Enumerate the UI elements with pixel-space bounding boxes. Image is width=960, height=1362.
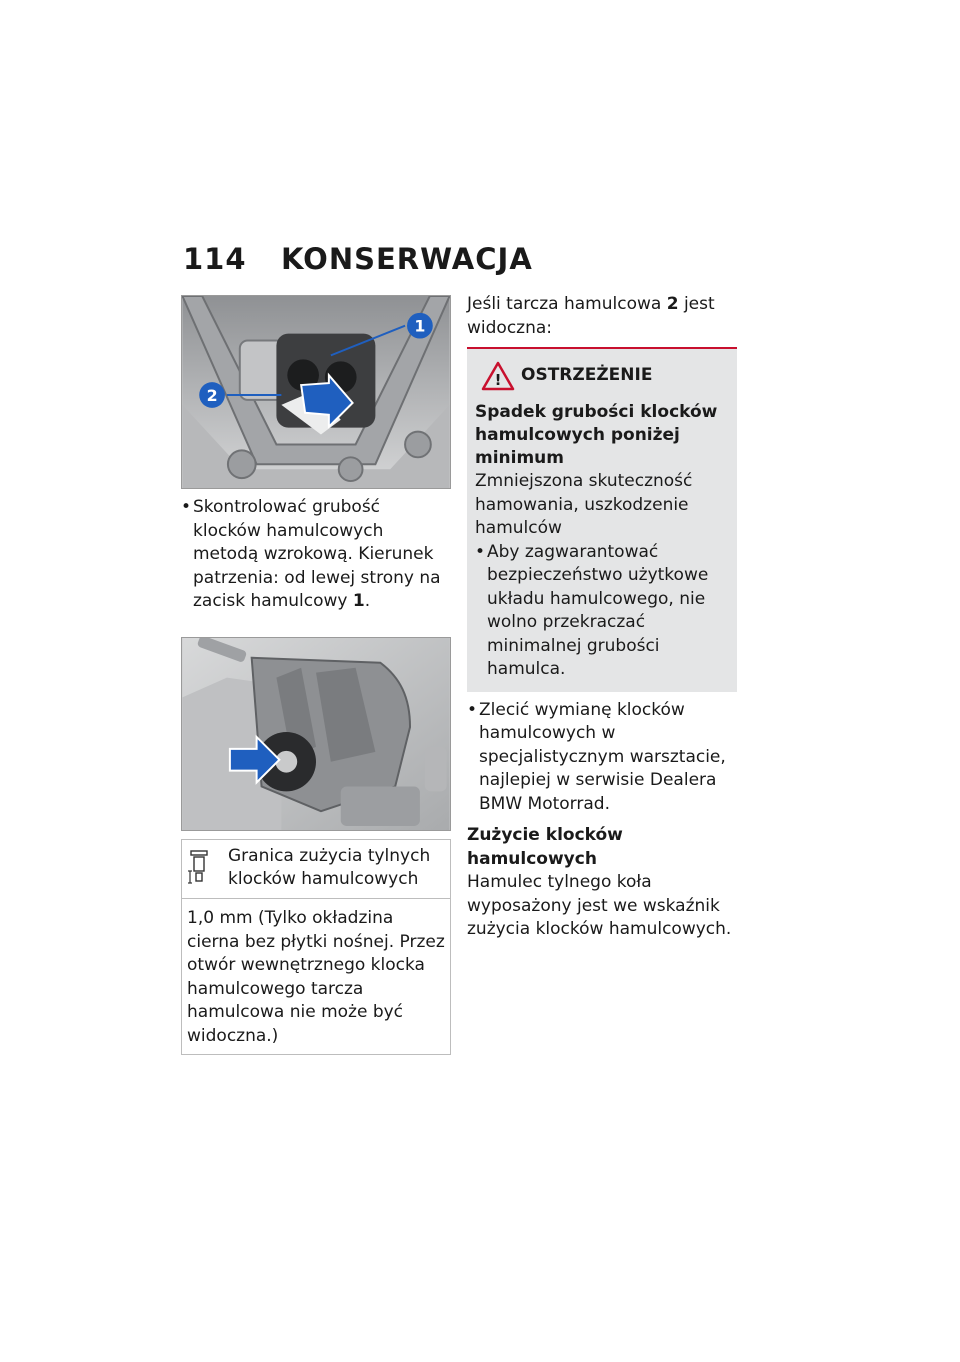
right-column (467, 293, 737, 942)
inspect-pads-ref: 1 (352, 591, 365, 611)
inspect-pads-step (181, 496, 451, 614)
subsection-heading: Zużycie klocków hamulcowych (467, 825, 623, 869)
warning-triangle-icon (481, 361, 515, 391)
wear-limit-spec-header (182, 840, 450, 900)
wear-limit-value: 1,0 mm (Tylko okładzina cierna bez płytki nośnej. Przez otwór wewnętrznego klocka hamulcowego tarcza hamulcowa nie może być widoczna.) (187, 908, 445, 1046)
warning-consequence: Zmniejszona skuteczność hamowania, uszkodzenie hamulców (475, 471, 693, 538)
callout-1-label: 1 (414, 316, 426, 336)
bullet-marker: • (181, 497, 192, 517)
disc-visible-intro (467, 293, 737, 340)
warning-measure-text: Aby zagwarantować bezpieczeństwo użytkowe układu hamulcowego, nie wolno przekraczać minimalnej grubości hamulca. (487, 541, 709, 679)
thickness-gauge-icon (188, 845, 228, 893)
wear-limit-title: Granica zużycia tylnych klocków hamulcowych (228, 845, 431, 889)
disc-visible-end: jest widoczna: (467, 294, 715, 338)
wear-limit-spec (181, 839, 451, 1056)
inspect-pads-end: . (364, 591, 371, 611)
warning-box (467, 347, 737, 692)
callout-2-label: 2 (206, 385, 218, 405)
replace-pads-step (467, 699, 737, 817)
page-header (183, 242, 533, 276)
subsection-text: Hamulec tylnego koła wyposażony jest we wskaźnik zużycia klocków hamulcowych. (467, 872, 732, 939)
disc-visible-ref: 2 (666, 294, 679, 314)
section-title: KONSERWACJA (281, 242, 533, 276)
warning-measure (475, 541, 729, 682)
warning-measure-marker: • (475, 541, 486, 562)
replace-pads-text: Zlecić wymianę klocków hamulcowych w specjalistycznym warsztacie, najlepiej w serwisie Dealera BMW Motorrad. (479, 699, 726, 814)
warning-label: OSTRZEŻENIE (521, 365, 653, 386)
bullet-marker: • (467, 699, 478, 720)
brake-caliper-illustration-top (182, 296, 450, 488)
brake-caliper-illustration-bottom (182, 638, 450, 830)
inspect-pads-text: Skontrolować grubość klocków hamulcowych metodą wzrokową. Kierunek patrzenia: od lewej strony na zacisk hamulcowy (193, 497, 441, 611)
warning-title: Spadek grubości klocków hamulcowych poniżej minimum (475, 402, 718, 468)
brake-caliper-image-bottom (181, 637, 451, 831)
warning-header (481, 361, 729, 391)
left-column (181, 295, 451, 1055)
page-number: 114 (183, 242, 247, 276)
brake-caliper-image-top (181, 295, 451, 489)
disc-visible-text: Jeśli tarcza hamulcowa (467, 294, 667, 314)
warning-icon-mark: ! (494, 371, 502, 389)
